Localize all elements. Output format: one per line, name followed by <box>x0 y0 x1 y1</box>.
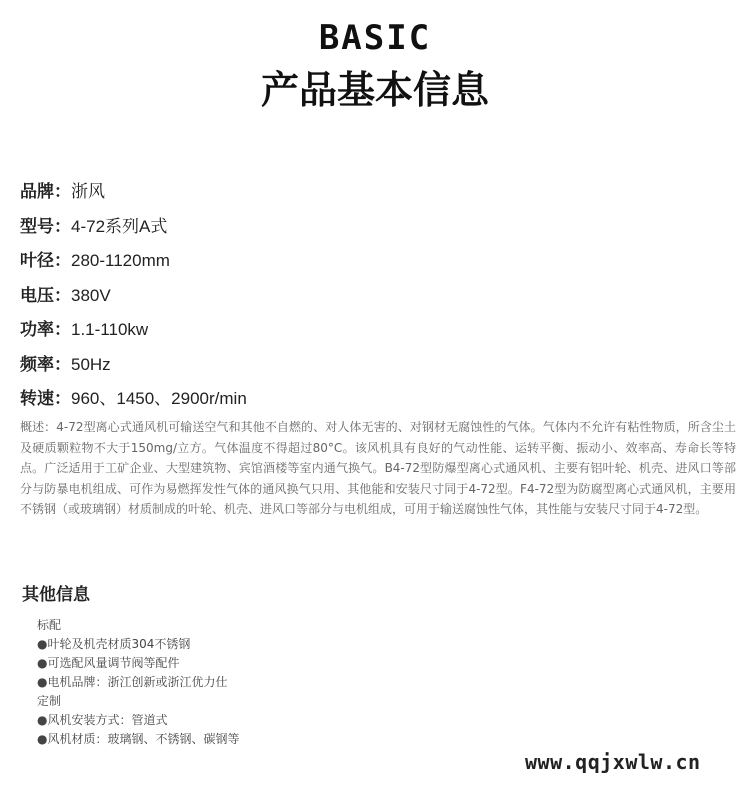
page-header <box>0 18 750 114</box>
spec-row-impeller-diameter <box>20 247 247 282</box>
spec-row-model <box>20 213 247 248</box>
list-item-standard-heading: 标配 <box>37 618 62 632</box>
spec-value: 4-72系列A式 <box>71 216 168 236</box>
spec-row-power <box>20 316 247 351</box>
spec-row-frequency <box>20 351 247 386</box>
list-item: ●风机安装方式：管道式 <box>37 713 168 727</box>
other-info-list <box>37 616 239 749</box>
spec-row-brand <box>20 178 247 213</box>
spec-value: 380V <box>71 285 111 305</box>
spec-label: 转速： <box>20 389 71 409</box>
spec-value: 280-1120mm <box>71 251 170 270</box>
site-watermark: www.qqjxwlw.cn <box>525 750 701 774</box>
spec-label: 品牌： <box>20 182 71 202</box>
list-item-custom-heading: 定制 <box>37 694 62 708</box>
spec-value: 1.1-110kw <box>71 320 149 339</box>
spec-row-voltage <box>20 282 247 317</box>
spec-label: 功率： <box>20 320 71 340</box>
spec-list <box>20 178 247 420</box>
page-title-english: BASIC <box>318 18 432 58</box>
spec-row-speed <box>20 385 247 420</box>
spec-label: 电压： <box>20 285 71 306</box>
spec-value: 浙风 <box>71 182 105 201</box>
spec-label: 型号： <box>20 216 71 237</box>
product-description: 概述：4-72型离心式通风机可输送空气和其他不自燃的、对人体无害的、对钢材无腐蚀性的气体。气体内不允许有粘性物质，所含尘土及硬质颗粒物不大于150mg/立方。气体温度不得超过80°C。该风机具有良好的气动性能、运转平衡、振动小、效率高、寿命长等特点。广泛适用于工矿企业、大型建筑物、宾馆酒楼等室内通气换气。B4-72型防爆型离心式通风机、主要有铝叶轮、机壳、进风口等部分与防暴电机组成、可作为易燃挥发性气体的通风换气只用、其他能和安装尺寸同于4-72型。F4-72型为防腐型离心式通风机，主要用不锈钢（或玻璃钢）材质制成的叶轮、机壳、进风口等部分与电机组成，可用于输送腐蚀性气体，其性能与安装尺寸同于4-72型。 <box>20 420 736 517</box>
spec-value: 960、1450、2900r/min <box>71 389 247 408</box>
list-item: ●风机材质：玻璃钢、不锈钢、碳钢等 <box>37 732 240 746</box>
other-info-title: 其他信息 <box>22 585 90 605</box>
list-item: ●叶轮及机壳材质304不锈钢 <box>37 637 191 651</box>
list-item: ●可选配风量调节阀等配件 <box>37 656 180 670</box>
spec-label: 频率： <box>20 354 71 375</box>
list-item: ●电机品牌：浙江创新或浙江优力仕 <box>37 675 228 689</box>
spec-label: 叶径： <box>20 251 71 271</box>
page-title-chinese: 产品基本信息 <box>260 68 489 112</box>
spec-value: 50Hz <box>71 354 111 374</box>
